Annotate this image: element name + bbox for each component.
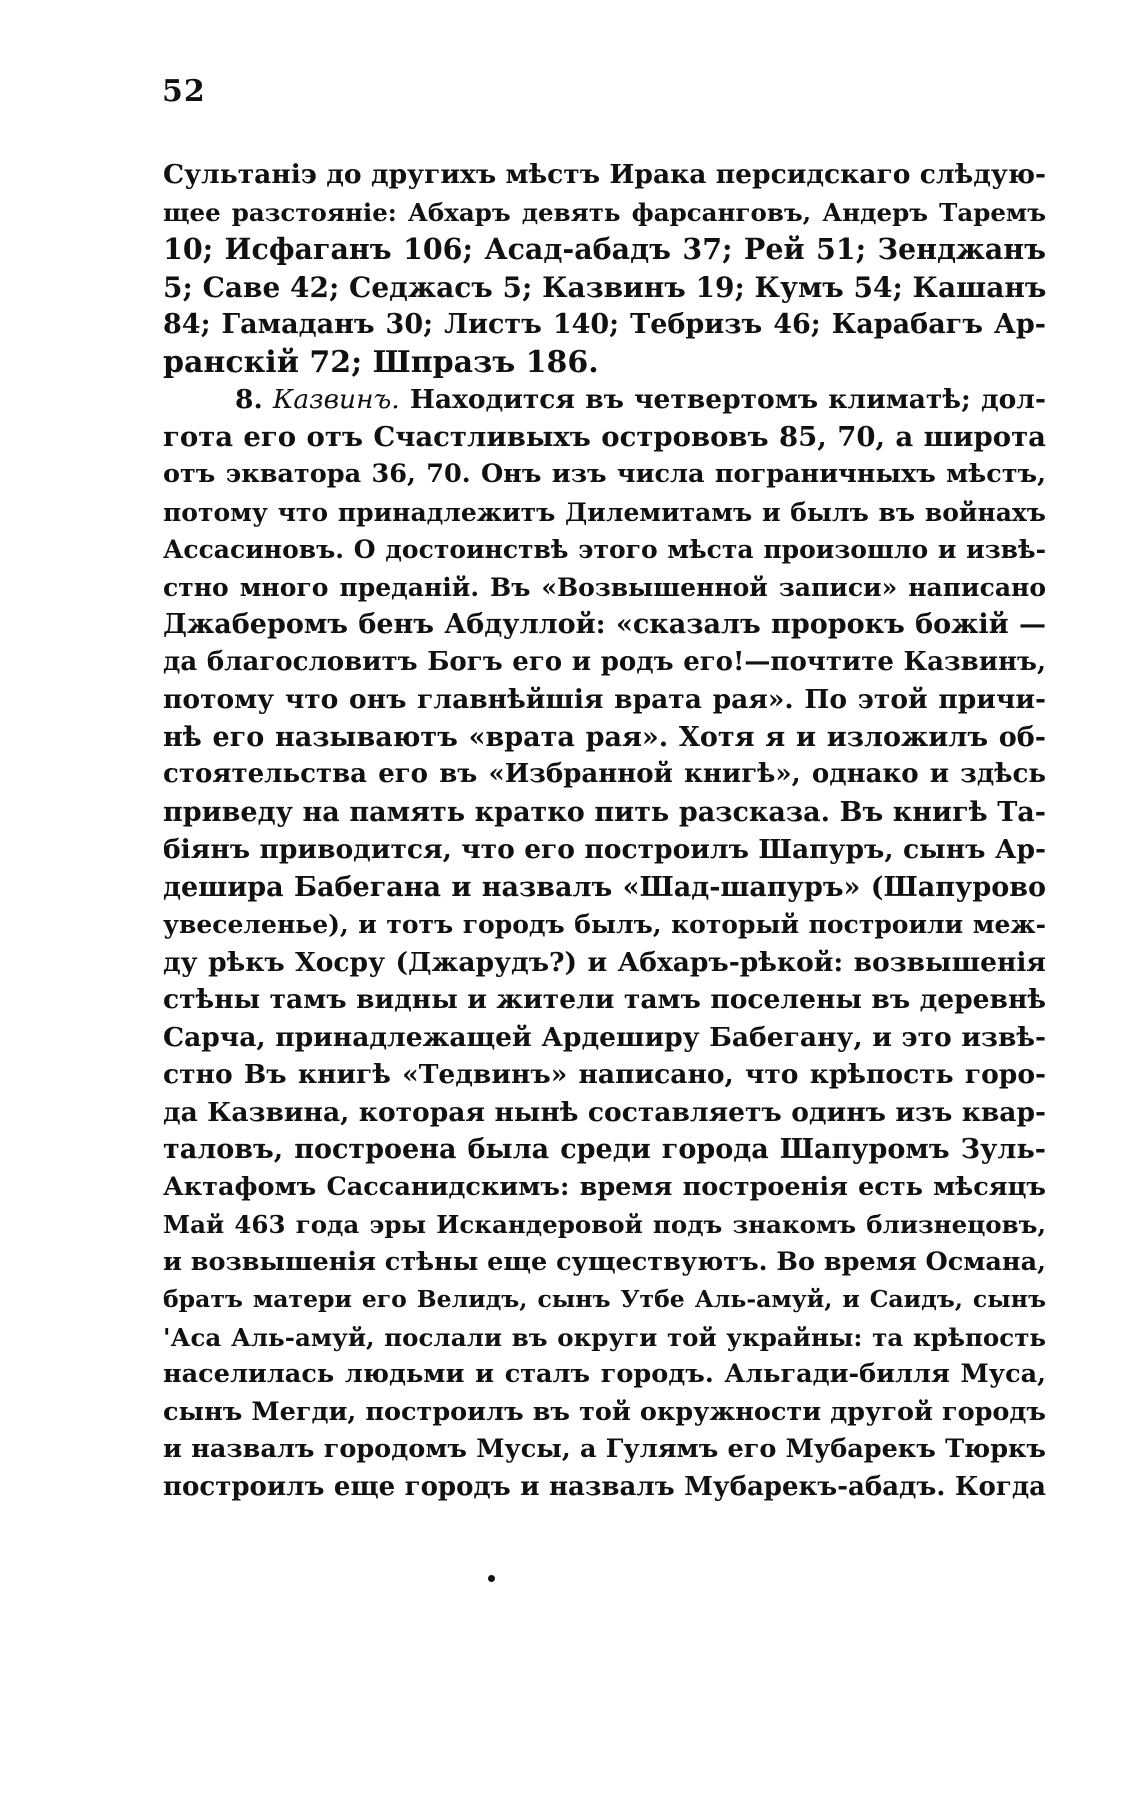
text-line: стоятельства его въ «Избранной книгѣ», однако и здѣсь — [163, 759, 1046, 789]
text-line: Сультаніэ до другихъ мѣстъ Ирака персидскаго слѣдую- — [163, 159, 1046, 190]
section-number: 8. — [235, 384, 263, 415]
text-line: 'Аса Аль-амуй, послали въ округи той украйны: та крѣпость — [163, 1322, 1046, 1352]
text-line: сынъ Мегди, построилъ въ той окружности другой городъ — [163, 1396, 1046, 1427]
text-line: дешира Бабегана и назвалъ «Шад-шапуръ» (Шапурово — [163, 871, 1046, 903]
text-line: увеселенье), и тотъ городъ былъ, который построили меж- — [163, 910, 1046, 939]
text-line: построилъ еще городъ и назвалъ Мубарекъ-абадъ. Когда — [163, 1471, 1046, 1502]
text-line: братъ матери его Велидъ, сынъ Утбе Аль-амуй, и Саидъ, сынъ — [163, 1285, 1046, 1313]
text-line: Актафомъ Сассанидскимъ: время построенія есть мѣсяцъ — [163, 1171, 1046, 1202]
text-line: 5; Саве 42; Седжасъ 5; Казвинъ 19; Кумъ 54; Кашанъ — [163, 270, 1046, 304]
text-line: стно много преданій. Въ «Возвышенной записи» написано — [163, 572, 1046, 602]
text-line: стѣны тамъ видны и жители тамъ поселены въ деревнѣ — [163, 984, 1046, 1015]
first-line-text: Находится въ четвертомъ климатѣ; дол- — [409, 384, 1046, 415]
text-line: Сарча, принадлежащей Ардеширу Бабегану, и это извѣ- — [163, 1021, 1046, 1053]
text-line: ранскій 72; Шпразъ 186. — [163, 344, 599, 380]
text-line: нѣ его называютъ «врата рая». Хотя я и изложилъ об- — [163, 721, 1046, 753]
text-line: ду рѣкъ Хосру (Джарудъ?) и Абхаръ-рѣкой: возвышенія — [163, 946, 1046, 978]
text-line: и назвалъ городомъ Мусы, а Гулямъ его Мубарекъ Тюркъ — [163, 1434, 1046, 1464]
paragraph-distances — [163, 156, 1046, 381]
text-line: да благословитъ Богъ его и родъ его!—почтите Казвинъ, — [163, 646, 1046, 677]
text-line: таловъ, построена была среди города Шапуромъ Зуль- — [163, 1134, 1046, 1165]
paragraph-first-line — [163, 381, 1046, 419]
text-line: Ассасиновъ. О достоинствѣ этого мѣста произошло и извѣ- — [163, 535, 1046, 564]
text-line: да Казвина, которая нынѣ составляетъ одинъ изъ квар- — [163, 1096, 1046, 1128]
page-number: 52 — [162, 74, 206, 109]
text-line: біянъ приводится, что его построилъ Шапуръ, сынъ Ар- — [163, 834, 1046, 865]
text-line: Джаберомъ бенъ Абдуллой: «сказалъ пророкъ божій — — [163, 609, 1046, 640]
text-line: населилась людьми и сталъ городъ. Альгади-билля Муса, — [163, 1359, 1046, 1389]
text-line: приведу на память кратко пить разсказа. Въ книгѣ Та- — [163, 796, 1046, 828]
text-line: потому что онъ главнѣйшія врата рая». По этой причи- — [163, 684, 1046, 715]
text-line: 10; Исфаганъ 106; Асад-абадъ 37; Рей 51; Зенджанъ — [163, 232, 1046, 266]
text-line: стно Въ книгѣ «Тедвинъ» написано, что крѣпость горо- — [163, 1059, 1046, 1090]
text-line: гота его отъ Счастливыхъ острововъ 85, 70, а широта — [163, 420, 1046, 453]
text-line: и возвышенія стѣны еще существуютъ. Во время Османа, — [163, 1246, 1046, 1277]
text-line: отъ экватора 36, 70. Онъ изъ числа пограничныхъ мѣстъ, — [163, 459, 1046, 489]
text-line: 84; Гамаданъ 30; Листъ 140; Тебризъ 46; Карабагъ Ар- — [163, 309, 1046, 340]
paragraph-kazvin — [163, 381, 1046, 1506]
text-line: Май 463 года эры Искандеровой подъ знакомъ близнецовъ, — [163, 1210, 1046, 1239]
section-heading: Казвинъ. — [272, 384, 400, 415]
text-line: щее разстояніе: Абхаръ девять фарсанговъ, Андеръ Таремъ — [163, 197, 1046, 227]
body-text — [163, 156, 1046, 1506]
text-line: потому что принадлежитъ Дилемитамъ и былъ въ войнахъ — [163, 497, 1046, 527]
print-dot-ornament — [488, 1575, 495, 1582]
